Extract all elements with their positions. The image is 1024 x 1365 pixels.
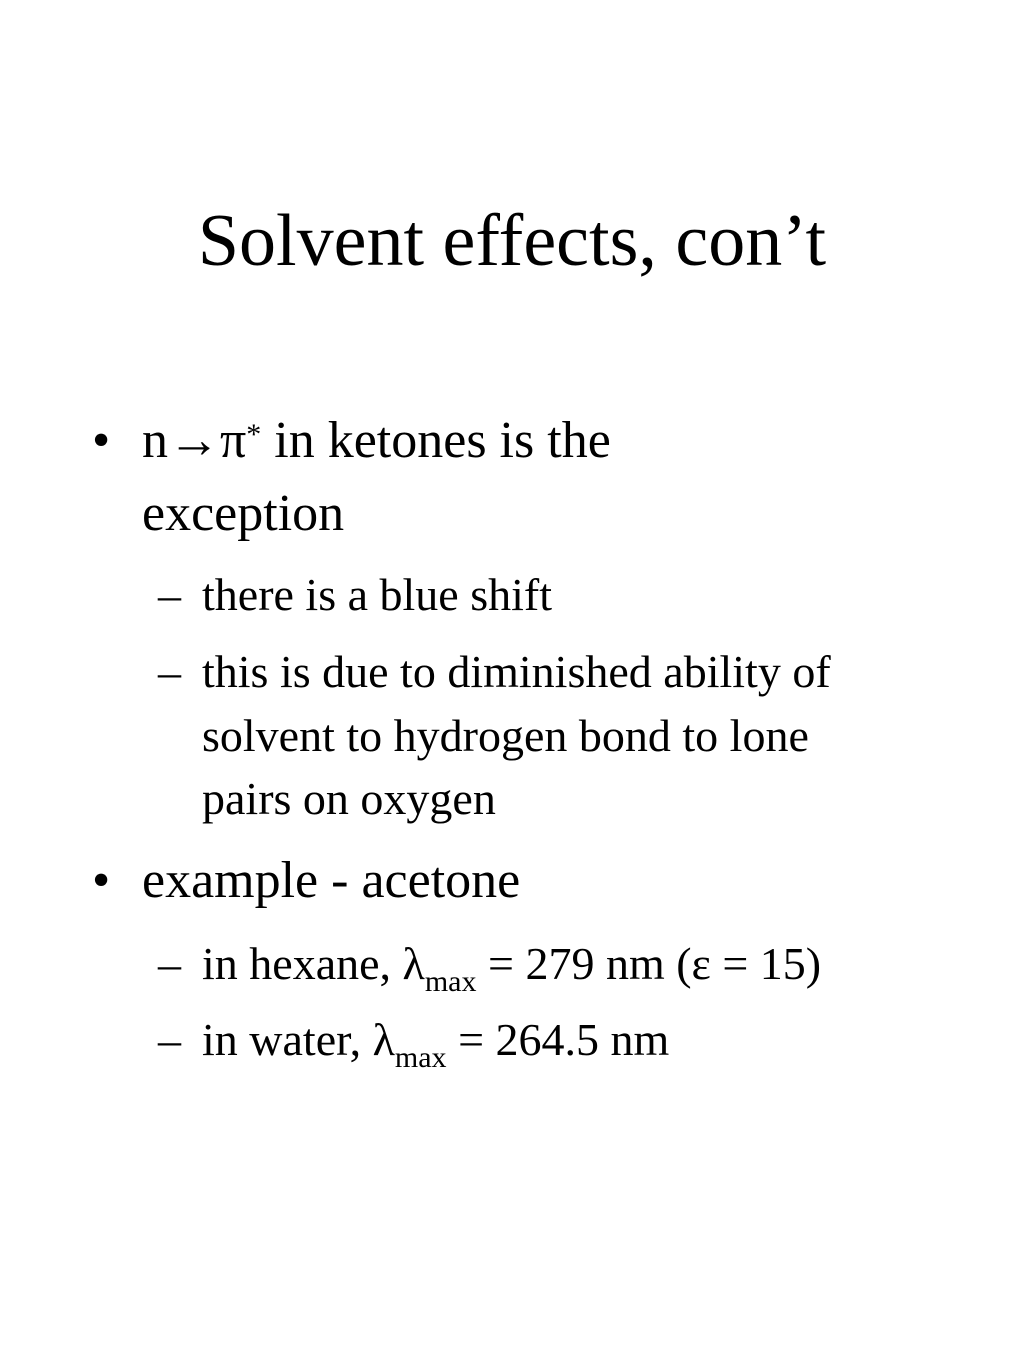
bullet-text: example - acetone bbox=[142, 852, 521, 909]
subbullet-text-line2: solvent to hydrogen bond to lone bbox=[202, 710, 809, 761]
bullet-text-line2: exception bbox=[142, 485, 345, 542]
bullet-marker: • bbox=[92, 852, 111, 909]
dash-marker: – bbox=[158, 569, 181, 620]
subbullet-text-line1: this is due to diminished ability of bbox=[202, 646, 831, 697]
dash-marker: – bbox=[158, 1014, 181, 1065]
slide-title: Solvent effects, con’t bbox=[197, 200, 827, 282]
superscript-star: * bbox=[246, 418, 262, 451]
dash-marker: – bbox=[158, 938, 181, 989]
bullet-marker: • bbox=[92, 412, 111, 469]
bullet-text: n→π* in ketones is the bbox=[142, 412, 611, 469]
subbullet-text-line3: pairs on oxygen bbox=[202, 773, 496, 824]
subbullet-text: in hexane, $\lambda_{max} = 279$ nm (ε = 15) bbox=[202, 938, 822, 998]
subbullet-text: there is a blue shift bbox=[202, 569, 553, 620]
dash-marker: – bbox=[158, 646, 181, 697]
subscript-max: max bbox=[424, 965, 477, 998]
subscript-max: max bbox=[394, 1041, 447, 1074]
subbullet-text: in water, $\lambda_{max} = 264.5$ nm bbox=[202, 1014, 670, 1074]
